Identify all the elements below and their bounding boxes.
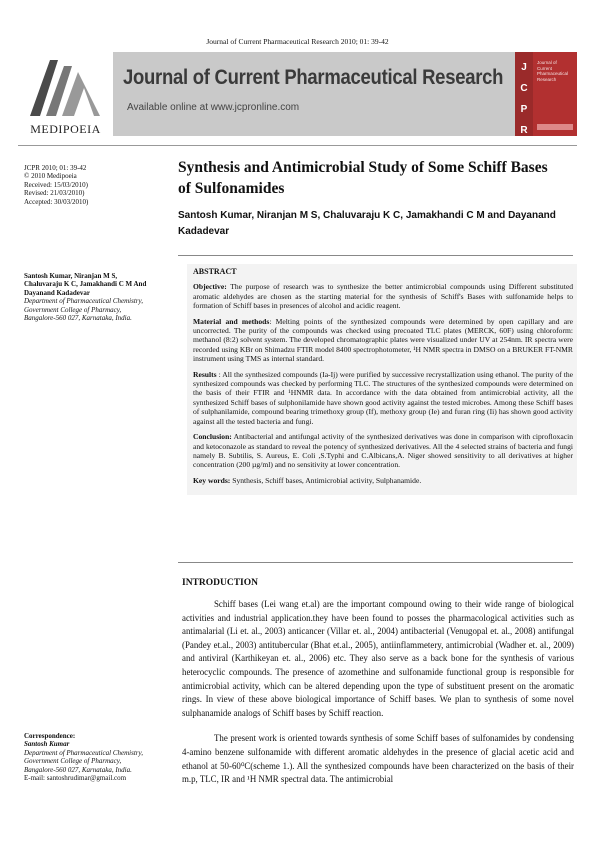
meta-line: Received: 15/03/2010) bbox=[24, 180, 88, 189]
correspondence-affiliation: Department of Pharmaceutical Chemistry, Government College of Pharmacy, Bangalore-560 027, Karnataka, India. bbox=[24, 748, 143, 774]
medipoeia-logo-icon bbox=[28, 58, 102, 118]
strip-letter: R bbox=[520, 125, 528, 136]
abstract-divider bbox=[178, 562, 573, 563]
article-authors: Santosh Kumar, Niranjan M S, Chaluvaraju K C, Jamakhandi C M and Dayanand Kadadevar bbox=[178, 210, 556, 237]
meta-line: © 2010 Medipoeia bbox=[24, 172, 77, 181]
publisher-logo bbox=[18, 52, 113, 136]
intro-paragraph: The present work is oriented towards synthesis of some Schiff bases of sulfonamides by condensing 4-amino benzene sulfonamide with different aromatic aldehydes in the presence of glacial acetic acid and ethanol at 50-60⁰C(scheme 1.). All the synthesized compounds have been characterized on the basis of their m.p, TLC, IR and ¹H NMR spectral data. The antimicrobial bbox=[182, 733, 574, 785]
correspondence-name: Santosh Kumar bbox=[24, 740, 70, 749]
meta-line: Accepted: 30/03/2010) bbox=[24, 197, 89, 206]
sidebar-affiliation: Department of Pharmaceutical Chemistry, Government College of Pharmacy, Bangalore-560 027, Karnataka, India. bbox=[24, 297, 143, 323]
journal-cover-thumbnail bbox=[533, 52, 577, 136]
abstract-results bbox=[193, 370, 573, 426]
journal-title: Journal of Current Pharmaceutical Research bbox=[123, 66, 504, 89]
keywords-label: Key words: bbox=[193, 475, 231, 485]
running-head: Journal of Current Pharmaceutical Research 2010; 01: 39-42 bbox=[206, 37, 389, 46]
correspondence-heading: Correspondence: bbox=[24, 732, 76, 740]
cover-bar bbox=[537, 124, 573, 130]
banner-body bbox=[113, 52, 515, 136]
objective-text: The purpose of research was to synthesize the better antimicrobial compounds using Different substituted aromatic aldehydes are chosen as the starting material for the synthesis of Schiff's Bases with sulfonamide helps to formation of Schiff bases in presences of alcohol and acidic reagent. bbox=[193, 282, 573, 311]
meta-line: JCPR 2010; 01: 39-42 bbox=[24, 164, 87, 172]
correspondence bbox=[24, 732, 154, 782]
abstract bbox=[187, 264, 577, 495]
abstract-methods bbox=[193, 317, 573, 364]
abstract-keywords bbox=[193, 476, 573, 485]
article-title: Synthesis and Antimicrobial Study of Some Schiff Bases of Sulfonamides bbox=[178, 159, 548, 197]
keywords-text: Synthesis, Schiff bases, Antimicrobial activity, Sulphanamide. bbox=[230, 475, 422, 485]
title-divider bbox=[178, 255, 573, 256]
meta-line: Revised: 21/03/2010) bbox=[24, 189, 85, 198]
methods-label: Material and methods bbox=[193, 316, 270, 326]
sidebar-author-names: Santosh Kumar, Niranjan M S, Chaluvaraju K C, Jamakhandi C M And Dayanand Kadadevar bbox=[24, 272, 147, 297]
conclusion-text: Antibacterial and antifungal activity of the synthesized derivatives was done in comparison with ciprofloxacin and ketoconazole as standard to reveal the potency of synthesized derivatives. All the 4 selected strains of bacteria and fungi namely B. Subtilis, S. Aureus, E. Coli ,S.Typhi and C.Albicans,A. Niger showed sensitivity to all derivatives at higher concentration (200 µg/ml) and no sensitivity at lower concentration. bbox=[193, 432, 573, 470]
journal-url: Available online at www.jcpronline.com bbox=[127, 102, 300, 113]
methods-text: : Melting points of the synthesized compounds were determined by open capillary and are uncorrected. The purity of the compounds was checked using precoated TLC plates (MERCK, 60F) using chloroform: methanol (8:2) solvent system. The developed chromatographic plates were visualized under UV at 254nm. IR spectra were recorded using KBr on Shimadzu FTIR model 8400 spectrophotometer, ¹H NMR spectra in DMSO on a BRUKER FT-NMR instrument using TMS as internal standard. bbox=[193, 316, 573, 364]
abstract-conclusion bbox=[193, 432, 573, 470]
conclusion-label: Conclusion: bbox=[193, 432, 232, 442]
publisher-name: MEDIPOEIA bbox=[30, 122, 101, 136]
results-label: Results bbox=[193, 369, 217, 379]
introduction-body bbox=[182, 598, 574, 799]
objective-label: Objective: bbox=[193, 282, 227, 292]
strip-letter: C bbox=[520, 83, 528, 94]
jcpr-strip bbox=[515, 52, 533, 136]
journal-banner bbox=[18, 52, 577, 136]
cover-text: Journal of Current Pharmaceutical Research bbox=[537, 60, 569, 82]
results-text: : All the synthesized compounds (Ia-Ij) were purified by successive recrystallization using ethanol. The purity of the synthesized compounds was checked by performing TLC. The structures of the synthesized compounds were determined on the basis of their FTIR and ¹HNMR data. In accordance with the data obtained from antimicrobial activity, all the synthesized Schiff bases of sulphonilamide have shown good activity against the tested microbes. Among these Schiff bases of sulphanilamide, compound bearing trimethoxy group (If), methoxy group (Ie) and furan ring (Ii) has shown good activity against all the tested bacteria and fungi. bbox=[193, 369, 573, 426]
article-meta bbox=[24, 164, 154, 206]
strip-letter: J bbox=[521, 62, 527, 73]
abstract-objective bbox=[193, 282, 573, 310]
strip-letter: P bbox=[520, 104, 528, 115]
correspondence-email[interactable]: E-mail: santoshrudimar@gmail.com bbox=[24, 774, 127, 783]
header-divider bbox=[18, 145, 577, 146]
intro-paragraph: Schiff bases (Lei wang et.al) are the important compound owing to their wide range of biological activities and industrial application.they have been found to posses the pharmacological activities such as antimalarial (Li et. al., 2003) anticancer (Villar et. al., 2004) antibacterial (Venugopal et. al., 2008) antifungal (Pandey et.al., 2003) antitubercular (Bhat et.al., 2005), antiinflammetery, antimicrobial (Wadher et. al., 2009) and antiviral (Karthikeyan et. al., 2006) etc. They also serve as a back bone for the synthesis of various heterocyclic compounds. The presence of azomethine and sulfonamide functional group is responsible for antimicrobial activity, which can be altered depending upon the type of substituent present on the aromatic rings. In view of these above biological importance of Schiff bases. We plan to synthesis of some novel sulphanamide analogs of Schiff bases by Schiff reaction. bbox=[182, 599, 574, 718]
sidebar-authors bbox=[24, 272, 154, 322]
abstract-heading: ABSTRACT bbox=[193, 267, 237, 276]
introduction-heading: INTRODUCTION bbox=[182, 578, 259, 588]
